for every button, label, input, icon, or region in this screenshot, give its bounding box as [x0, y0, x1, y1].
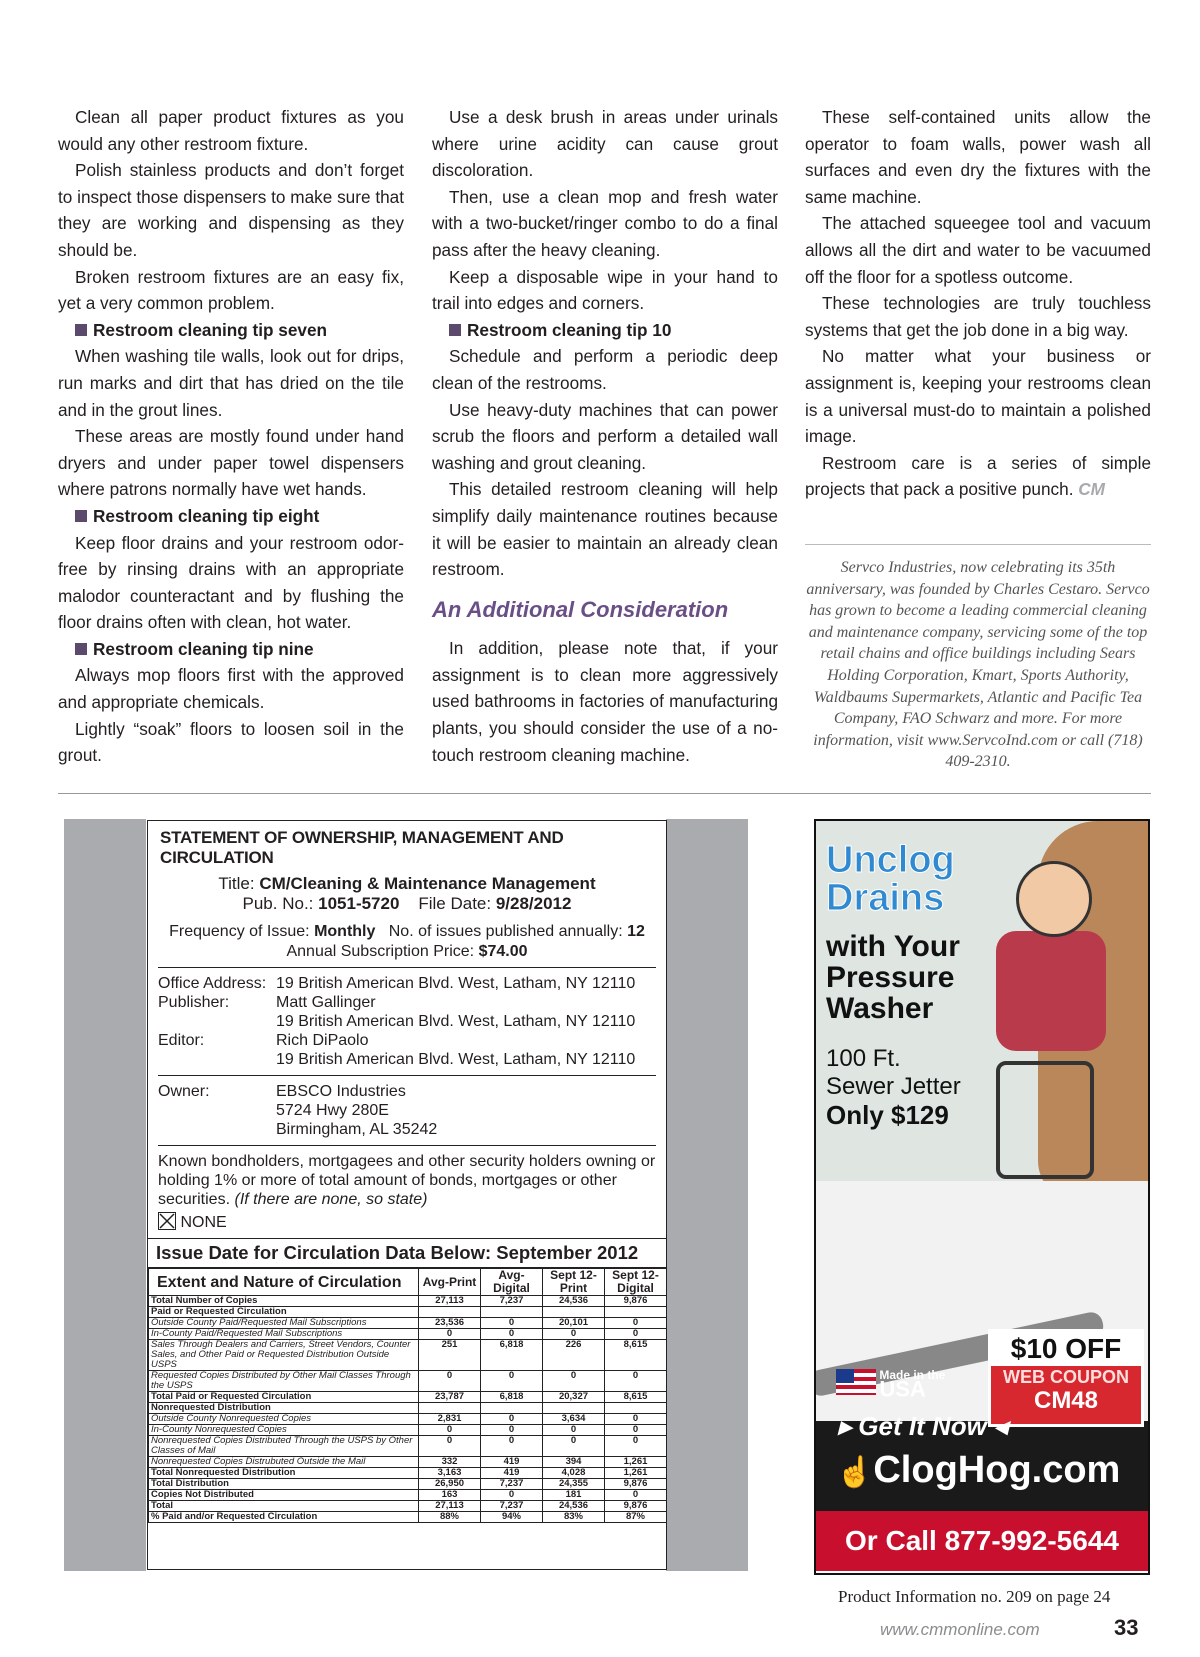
table-cell: 6,818 [481, 1340, 543, 1371]
table-cell [419, 1307, 481, 1318]
get-it-now-link[interactable]: ▸ Get It Now ◂ [838, 1411, 1008, 1441]
table-row [149, 1457, 667, 1468]
table-row [149, 1468, 667, 1479]
section-heading: Restroom cleaning tip 10 [432, 317, 778, 344]
table-cell [605, 1403, 667, 1414]
row-label: Nonrequested Copies Distributed Through the USPS by Other Classes of Mail [149, 1436, 419, 1457]
row-label: Requested Copies Distributed by Other Mail Classes Through the USPS [149, 1371, 419, 1392]
table-cell: 0 [605, 1425, 667, 1436]
table-row [149, 1318, 667, 1329]
table-row [149, 1371, 667, 1392]
statement-owner: Owner: EBSCO Industries 5724 Hwy 280E Birmingham, AL 35242 [158, 1075, 656, 1139]
table-cell: 7,237 [481, 1501, 543, 1512]
ownership-statement [147, 820, 667, 1570]
paragraph: These areas are mostly found under hand dryers and under paper towel dispensers where patrons normally have wet hands. [58, 426, 404, 500]
table-cell [543, 1403, 605, 1414]
coupon-badge: $10 OFF WEB COUPON CM48 [988, 1329, 1144, 1427]
paragraph: No matter what your business or assignment is, keeping your restrooms clean is a universal must-do to maintain a polished image. [805, 346, 1151, 447]
ad-worker-face [1016, 861, 1092, 937]
page-number: 33 [1114, 1615, 1139, 1640]
table-row [149, 1425, 667, 1436]
table-cell: 394 [543, 1457, 605, 1468]
row-label: % Paid and/or Requested Circulation [149, 1512, 419, 1523]
statement-frequency: Frequency of Issue: Monthly No. of issues published annually: 12 [169, 923, 645, 940]
table-cell: 88% [419, 1512, 481, 1523]
product-information: Product Information no. 209 on page 24 [838, 1587, 1111, 1606]
paragraph: In addition, please note that, if your assignment is to clean more aggressively used bathrooms in factories of manufacturing plants, you should consider the use of a no-touch restroom cleaning machine. [432, 638, 778, 765]
ad-offer: 100 Ft. Sewer Jetter Only $129 [826, 1045, 961, 1130]
table-cell: 27,113 [419, 1296, 481, 1307]
table-row [149, 1329, 667, 1340]
table-cell: 24,536 [543, 1296, 605, 1307]
paragraph: Use heavy-duty machines that can power scrub the floors and perform a detailed wall washing and grout cleaning. [432, 399, 778, 473]
table-row [149, 1403, 667, 1414]
square-bullet-icon [449, 324, 461, 336]
table-cell: 0 [605, 1329, 667, 1340]
table-cell: 8,615 [605, 1340, 667, 1371]
section-heading: Restroom cleaning tip seven [58, 317, 404, 344]
paragraph: The attached squeegee tool and vacuum allows all the dirt and water to be vacuumed off the floor for a spotless outcome. [805, 213, 1151, 287]
row-label: Outside County Paid/Requested Mail Subscriptions [149, 1318, 419, 1329]
statement-heading: STATEMENT OF OWNERSHIP, MANAGEMENT AND CIRCULATION [160, 828, 564, 867]
table-cell: 0 [419, 1329, 481, 1340]
table-cell: 0 [481, 1371, 543, 1392]
table-cell: 4,028 [543, 1468, 605, 1479]
table-cell: 163 [419, 1490, 481, 1501]
paragraph: These technologies are truly touchless systems that get the job done in a big way. [805, 293, 1151, 340]
table-row [149, 1512, 667, 1523]
circulation-table [148, 1268, 667, 1523]
table-header-cell: Avg-Digital [481, 1269, 543, 1296]
table-cell: 0 [543, 1329, 605, 1340]
table-cell: 9,876 [605, 1501, 667, 1512]
row-label: Sales Through Dealers and Carriers, Street Vendors, Counter Sales, and Other Paid or Requested Distribution Outside USPS [149, 1340, 419, 1371]
table-cell: 0 [605, 1490, 667, 1501]
author-bio: Servco Industries, now celebrating its 35th anniversary, was founded by Charles Cestaro. Servco has grown to become a leading commercial cleaning and maintenance company, servicing some of the top retail chains and office buildings including Sears Holding Corporation, Kmart, Sports Authority, Waldbaums Supermarkets, Atlantic and Pacific Tea Company, FAO Schwarz and more. For more information, visit www.ServcoInd.com or call (718) 409-2310. [805, 544, 1151, 773]
table-cell: 0 [419, 1425, 481, 1436]
paragraph: Clean all paper product fixtures as you would any other restroom fixture. [58, 107, 404, 154]
table-row [149, 1392, 667, 1403]
table-header-cell: Avg-Print [419, 1269, 481, 1296]
pointing-hand-icon: ☝ [836, 1456, 874, 1489]
table-row [149, 1296, 667, 1307]
table-cell: 0 [605, 1318, 667, 1329]
table-cell: 20,101 [543, 1318, 605, 1329]
statement-bondholders: Known bondholders, mortgagees and other security holders owning or holding 1% or more of total amount of bonds, mortgages or other securities. (If there are none, so state) NONE [158, 1145, 656, 1232]
table-cell: 0 [543, 1436, 605, 1457]
paragraph: Keep a disposable wipe in your hand to trail into edges and corners. [432, 266, 778, 314]
gray-panel-right [666, 819, 748, 1571]
paragraph: Polish stainless products and don’t forget to inspect those dispensers to make sure that they are working and dispensing as they should be. [58, 160, 404, 260]
ad-headline: Unclog Drains [826, 839, 955, 919]
table-row [149, 1414, 667, 1425]
table-cell: 332 [419, 1457, 481, 1468]
statement-price: Annual Subscription Price: $74.00 [286, 943, 528, 960]
table-cell: 0 [481, 1436, 543, 1457]
table-header-cell: Sept 12-Digital [605, 1269, 667, 1296]
section-heading: Restroom cleaning tip nine [58, 636, 404, 663]
paragraph: Keep floor drains and your restroom odor-free by rinsing drains with an appropriate malodor counteractant and by flushing the floor drains often with clean, hot water. [58, 532, 404, 633]
table-cell: 23,536 [419, 1318, 481, 1329]
table-cell: 3,163 [419, 1468, 481, 1479]
table-cell: 0 [419, 1371, 481, 1392]
table-header-cell: Extent and Nature of Circulation [149, 1269, 419, 1296]
table-cell [543, 1307, 605, 1318]
table-cell: 9,876 [605, 1296, 667, 1307]
statement-addresses: Office Address: 19 British American Blvd. West, Latham, NY 12110 Publisher: Matt Gallinger 19 British American Blvd. West, Latham, NY 12110 Editor: Rich DiPaolo 19 British American Blvd. West, Latham, NY 12110 [158, 967, 656, 1069]
paragraph: Lightly “soak” floors to loosen soil in the grout. [58, 718, 404, 766]
row-label: Nonrequested Copies Distrubuted Outside the Mail [149, 1457, 419, 1468]
footer-url[interactable]: www.cmmonline.com [880, 1620, 1040, 1639]
table-cell: 24,355 [543, 1479, 605, 1490]
cloghog-logo[interactable]: ☝ClogHog.com [836, 1449, 1121, 1491]
none-checkbox-row: NONE [158, 1212, 656, 1232]
table-cell: 8,615 [605, 1392, 667, 1403]
table-cell: 1,261 [605, 1468, 667, 1479]
table-cell: 0 [605, 1414, 667, 1425]
checkbox-x-icon [158, 1212, 176, 1230]
issue-date-heading: Issue Date for Circulation Data Below: September 2012 [148, 1238, 666, 1268]
statement-pub-line: Pub. No.: 1051-5720 File Date: 9/28/2012 [242, 894, 572, 913]
paragraph: Always mop floors first with the approved and appropriate chemicals. [58, 665, 404, 713]
table-cell: 94% [481, 1512, 543, 1523]
table-header-cell: Sept 12-Print [543, 1269, 605, 1296]
row-label: Total Number of Copies [149, 1296, 419, 1307]
paragraph: These self-contained units allow the operator to foam walls, power wash all surfaces and even dry the fixtures with the same machine. [805, 107, 1151, 207]
table-cell: 0 [481, 1318, 543, 1329]
table-cell: 251 [419, 1340, 481, 1371]
table-row [149, 1501, 667, 1512]
paragraph: Schedule and perform a periodic deep clean of the restrooms. [432, 346, 778, 393]
table-cell: 181 [543, 1490, 605, 1501]
table-cell: 0 [481, 1329, 543, 1340]
table-cell: 0 [543, 1371, 605, 1392]
row-label: Nonrequested Distribution [149, 1403, 419, 1414]
section-heading: Restroom cleaning tip eight [58, 503, 404, 530]
ad-worker-illustration [996, 931, 1106, 1051]
cloghog-advertisement[interactable] [814, 819, 1150, 1575]
table-cell: 27,113 [419, 1501, 481, 1512]
row-label: Copies Not Distributed [149, 1490, 419, 1501]
paragraph: Use a desk brush in areas under urinals where urine acidity can cause grout discoloration. [432, 107, 778, 181]
table-cell: 0 [605, 1436, 667, 1457]
table-row [149, 1479, 667, 1490]
table-row [149, 1436, 667, 1457]
row-label: In-County Nonrequested Copies [149, 1425, 419, 1436]
row-label: Outside County Nonrequested Copies [149, 1414, 419, 1425]
table-cell: 0 [481, 1490, 543, 1501]
table-cell: 3,634 [543, 1414, 605, 1425]
table-row [149, 1490, 667, 1501]
table-cell: 0 [543, 1425, 605, 1436]
square-bullet-icon [75, 324, 87, 336]
paragraph: Broken restroom fixtures are an easy fix, yet a very common problem. [58, 266, 404, 314]
square-bullet-icon [75, 510, 87, 522]
section-divider [58, 793, 1151, 794]
gray-panel-left [64, 819, 146, 1571]
row-label: In-County Paid/Requested Mail Subscriptions [149, 1329, 419, 1340]
table-row [149, 1340, 667, 1371]
table-cell: 2,831 [419, 1414, 481, 1425]
row-label: Total Distribution [149, 1479, 419, 1490]
table-cell [605, 1307, 667, 1318]
us-flag-icon [836, 1369, 876, 1395]
table-cell: 7,237 [481, 1479, 543, 1490]
table-cell: 419 [481, 1468, 543, 1479]
table-cell: 20,327 [543, 1392, 605, 1403]
table-cell [481, 1403, 543, 1414]
table-cell [481, 1307, 543, 1318]
table-cell [419, 1403, 481, 1414]
paragraph: Restroom care is a series of simple projects that pack a positive punch. CM [805, 452, 1151, 500]
row-label: Total Paid or Requested Circulation [149, 1392, 419, 1403]
table-cell: 7,237 [481, 1296, 543, 1307]
table-cell: 23,787 [419, 1392, 481, 1403]
article-column-2 [432, 104, 778, 768]
made-in-usa-badge: Made in the USA [836, 1369, 945, 1395]
ad-subheadline: with Your Pressure Washer [826, 930, 960, 1025]
table-cell: 226 [543, 1340, 605, 1371]
table-cell: 0 [419, 1436, 481, 1457]
table-cell: 0 [605, 1371, 667, 1392]
square-bullet-icon [75, 643, 87, 655]
paragraph: When washing tile walls, look out for drips, run marks and dirt that has dried on the tile and in the grout lines. [58, 346, 404, 420]
end-mark: CM [1078, 479, 1105, 500]
table-cell: 83% [543, 1512, 605, 1523]
table-row [149, 1307, 667, 1318]
table-cell: 1,261 [605, 1457, 667, 1468]
paragraph: Then, use a clean mop and fresh water with a two-bucket/ringer combo to do a final pass after the heavy cleaning. [432, 186, 778, 260]
call-phone-banner[interactable]: Or Call 877-992-5644 [816, 1511, 1148, 1571]
row-label: Total Nonrequested Distribution [149, 1468, 419, 1479]
table-cell: 87% [605, 1512, 667, 1523]
table-cell: 0 [481, 1414, 543, 1425]
subheading: An Additional Consideration [432, 596, 729, 622]
article-column-3 [805, 104, 1151, 503]
table-cell: 0 [481, 1425, 543, 1436]
ad-machine-illustration [996, 1061, 1094, 1179]
table-cell: 26,950 [419, 1479, 481, 1490]
paragraph: This detailed restroom cleaning will help simplify daily maintenance routines because it will be easier to maintain an already clean restroom. [432, 479, 778, 580]
table-cell: 419 [481, 1457, 543, 1468]
row-label: Paid or Requested Circulation [149, 1307, 419, 1318]
table-cell: 6,818 [481, 1392, 543, 1403]
row-label: Total [149, 1501, 419, 1512]
table-cell: 9,876 [605, 1479, 667, 1490]
statement-title-line: Title: CM/Cleaning & Maintenance Management [218, 874, 596, 893]
article-column-1 [58, 104, 404, 769]
table-cell: 24,536 [543, 1501, 605, 1512]
